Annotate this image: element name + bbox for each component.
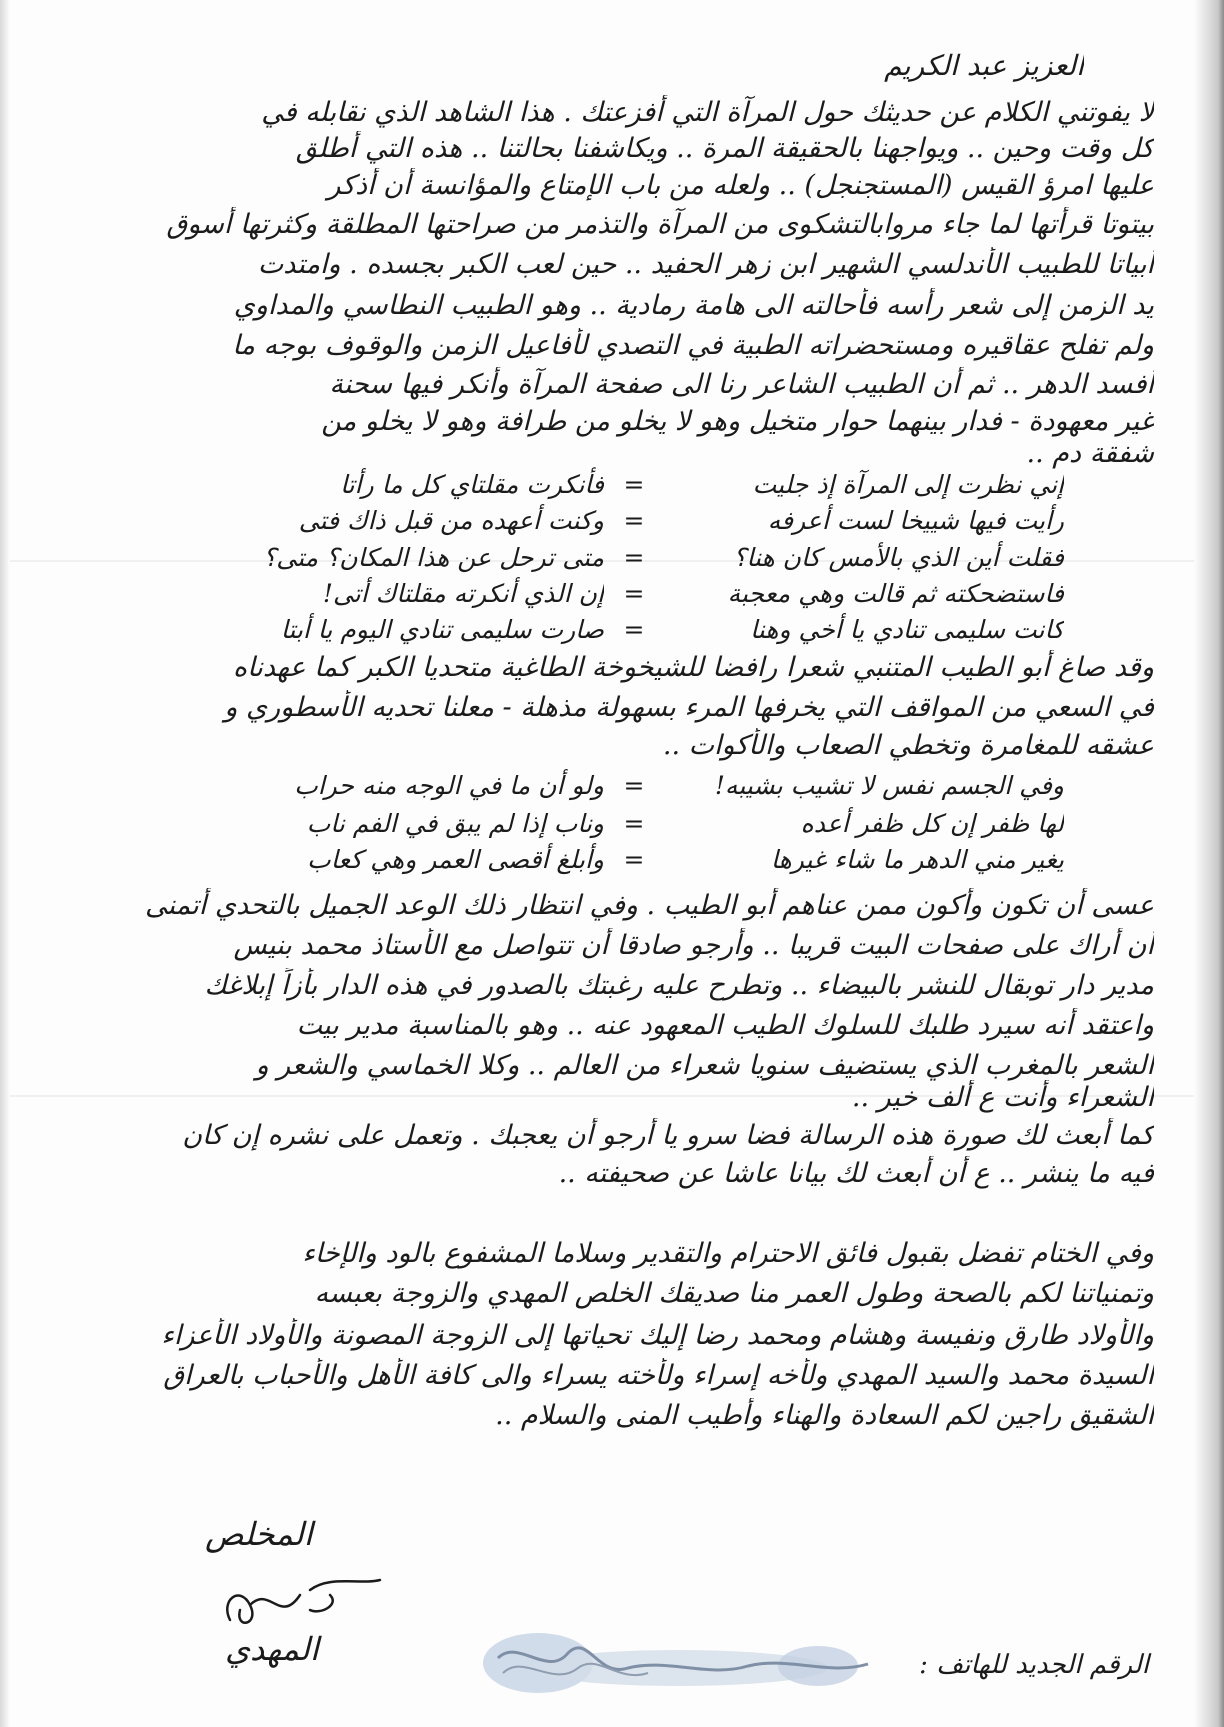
body-line: عشقه للمغامرة وتخطي الصعاب والأكوات .. — [662, 730, 1154, 761]
verse-first-hemistich: كانت سليمى تنادي يا أخي وهنا — [750, 615, 1064, 644]
verse-separator: = — [623, 470, 645, 499]
body-line: كل وقت وحين .. ويواجهنا بالحقيقة المرة .. ويكاشفنا بحالتنا .. هذه التي أطلق — [295, 133, 1154, 164]
signature-name: المهدي — [225, 1630, 319, 1668]
poem-verse — [204, 467, 1064, 503]
verse-first-hemistich: يغير مني الدهر ما شاء غيرها — [770, 845, 1064, 874]
poem-verse — [204, 576, 1064, 612]
verse-second-hemistich: صارت سليمى تنادي اليوم يا أبتا — [280, 615, 604, 644]
body-line: عسى أن تكون وأكون ممن عناهم أبو الطيب . وفي انتظار ذلك الوعد الجميل بالتحدي أتمنى — [144, 890, 1154, 921]
verse-separator: = — [623, 809, 645, 838]
verse-separator: = — [623, 506, 645, 535]
verse-second-hemistich: وناب إذا لم يبق في الفم ناب — [306, 809, 604, 838]
body-line: واعتقد أنه سيرد طلبك للسلوك الطيب المعهود عنه .. وهو بالمناسبة مدير بيت — [296, 1010, 1154, 1041]
body-line: الشعر بالمغرب الذي يستضيف سنويا شعراء من العالم .. وكلا الخماسي والشعر و — [255, 1050, 1154, 1081]
verse-second-hemistich: متى ترحل عن هذا المكان؟ متى؟ — [263, 543, 604, 572]
body-line: أفسد الدهر .. ثم أن الطبيب الشاعر رنا الى صفحة المرآة وأنكر فيها سحنة — [329, 369, 1154, 400]
verse-first-hemistich: إني نظرت إلى المرآة إذ جليت — [752, 470, 1064, 499]
verse-separator: = — [623, 543, 645, 572]
body-line: عليها امرؤ القيس (المستجنجل) .. ولعله من باب الإمتاع والمؤانسة أن أذكر — [327, 170, 1154, 201]
verse-second-hemistich: إن الذي أنكرته مقلتاك أتى! — [322, 579, 604, 608]
body-line: ولم تفلح عقاقيره ومستحضراته الطبية في التصدي لأفاعيل الزمن والوقوف بوجه ما — [232, 330, 1154, 361]
body-line: غير معهودة - فدار بينهما حوار متخيل وهو لا يخلو من طرافة وهو لا يخلو من — [321, 406, 1154, 437]
phone-label: الرقم الجديد للهاتف : — [919, 1650, 1149, 1680]
body-line: بيتوتا قرأتها لما جاء مروابالتشكوى من المرآة والتذمر من صراحتها المطلقة وكثرتها أسوق — [166, 209, 1154, 240]
body-line: كما أبعث لك صورة هذه الرسالة فضا سرو يا أرجو أن يعجبك . وتعمل على نشره إن كان — [182, 1120, 1154, 1151]
verse-first-hemistich: وفي الجسم نفس لا تشيب بشيبه! — [714, 771, 1064, 800]
body-line: مدير دار توبقال للنشر بالبيضاء .. وتطرح عليه رغبتك بالصدور في هذه الدار بأزاً إبلاغك — [204, 970, 1154, 1001]
verse-second-hemistich: فأنكرت مقلتاي كل ما رأتا — [340, 470, 604, 499]
poem-verse — [204, 768, 1064, 804]
verse-second-hemistich: وكنت أعهده من قبل ذاك فتى — [298, 506, 604, 535]
poem-verse — [204, 540, 1064, 576]
verse-separator: = — [623, 579, 645, 608]
body-line: يد الزمن إلى شعر رأسه فأحالته الى هامة رمادية .. وهو الطبيب النطاسي والمداوي — [233, 290, 1154, 321]
scan-edge-right — [1194, 0, 1224, 1727]
verse-first-hemistich: فقلت أين الذي بالأمس كان هنا؟ — [733, 543, 1064, 572]
body-line: والأولاد طارق ونفيسة وهشام ومحمد رضا إليك تحياتها إلى الزوجة المصونة والأولاد الأعزاء — [161, 1320, 1154, 1351]
body-line: السيدة محمد والسيد المهدي ولأخه إسراء ولأخته يسراء والى كافة الأهل والأحباب بالعراق — [163, 1360, 1154, 1391]
body-line: وفي الختام تفضل بقبول فائق الاحترام والتقدير وسلاما المشفوع بالود والإخاء — [302, 1238, 1154, 1269]
verse-separator: = — [623, 771, 645, 800]
poem-verse — [204, 842, 1064, 878]
body-line: فيه ما ينشر .. ع أن أبعث لك بيانا عاشا عن صحيفته .. — [558, 1158, 1154, 1189]
closing-word: المخلص — [205, 1515, 313, 1553]
redacted-phone-number — [478, 1628, 898, 1698]
body-line: وتمنياتنا لكم بالصحة وطول العمر منا صديقك الخلص المهدي والزوجة بعبسه — [314, 1278, 1154, 1309]
verse-separator: = — [623, 845, 645, 874]
verse-first-hemistich: فاستضحكته ثم قالت وهي معجبة — [727, 579, 1064, 608]
body-line: شفقة دم .. — [1026, 438, 1154, 469]
scan-edge-left — [0, 0, 10, 1727]
body-line: أن أراك على صفحات البيت قريبا .. وأرجو صادقا أن تتواصل مع الأستاذ محمد بنيس — [233, 930, 1154, 961]
body-line: لا يفوتني الكلام عن حديثك حول المرآة التي أفزعتك . هذا الشاهد الذي نقابله في — [261, 97, 1154, 128]
poem-verse — [204, 612, 1064, 648]
body-line: الشقيق راجين لكم السعادة والهناء وأطيب المنى والسلام .. — [495, 1400, 1154, 1431]
poem-verse — [204, 503, 1064, 539]
verse-first-hemistich: رأيت فيها شييخا لست أعرفه — [767, 506, 1064, 535]
body-line: الشعراء وأنت ع ألف خير .. — [851, 1082, 1154, 1113]
verse-second-hemistich: وأبلغ أقصى العمر وهي كعاب — [307, 845, 604, 874]
body-line: وقد صاغ أبو الطيب المتنبي شعرا رافضا للشيخوخة الطاغية متحديا الكبر كما عهدناه — [232, 652, 1154, 683]
poem-verse — [204, 806, 1064, 842]
verse-second-hemistich: ولو أن ما في الوجه منه حراب — [294, 771, 604, 800]
salutation: العزيز عبد الكريم — [884, 49, 1084, 82]
verse-separator: = — [623, 615, 645, 644]
verse-first-hemistich: لها ظفر إن كل ظفر أعده — [800, 809, 1064, 838]
body-line: في السعي من المواقف التي يخرفها المرء بسهولة مذهلة - معلنا تحديه الأسطوري و — [224, 692, 1154, 723]
body-line: أبياتا للطبيب الأندلسي الشهير ابن زهر الحفيد .. حين لعب الكبر بجسده . وامتدت — [257, 249, 1154, 280]
